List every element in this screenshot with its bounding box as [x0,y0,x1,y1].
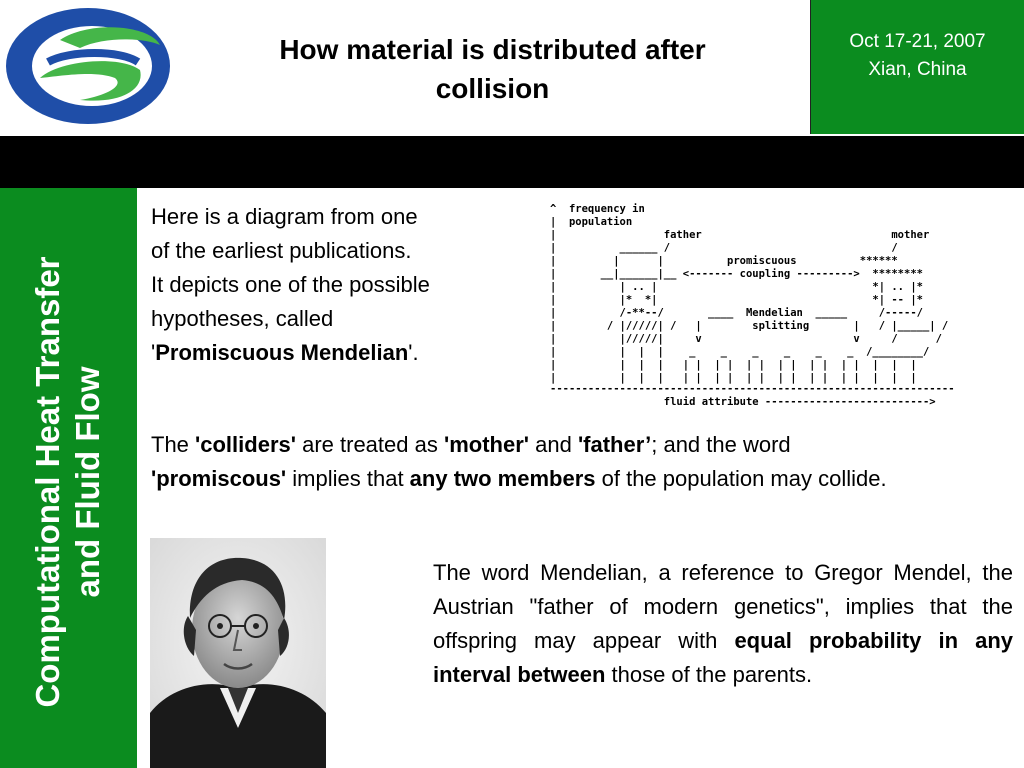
mendelian-text-1: The word Mendelian, a reference to Gregor Mendel, the Austrian "father of modern genetics", implies that the offspring may appear with [433,560,1013,653]
colliders-text-5: implies that [286,466,410,491]
intro-line-2: of the earliest publications. [151,238,412,263]
intro-paragraph [151,200,526,370]
quote-open: ' [151,340,156,365]
gregor-mendel-portrait [150,538,326,768]
diagram-row-4: | ______ / / [550,242,898,254]
diagram-row-10: | / |/////| / | splitting | / |_____| / [550,320,949,332]
conference-logo [0,0,185,134]
mother-term: 'mother' [443,432,529,457]
mendelian-explanation-paragraph [433,556,1013,692]
colliders-text-3: and [529,432,578,457]
conference-location: Xian, China [868,59,967,80]
course-title-vertical [28,202,108,762]
diagram-row-16: fluid attribute --------------------------> [550,396,936,408]
intro-line-1: Here is a diagram from one [151,204,418,229]
mendelian-text-2: those of the parents. [605,662,813,687]
diagram-row-2: | population [550,216,633,228]
diagram-row-11: | |/////| v v / / [550,333,942,345]
diagram-row-5: | | | promiscuous ****** [550,255,898,267]
conference-date: Oct 17-21, 2007 [849,31,986,52]
diagram-row-14: | | | | | | | | | | | | | | | | | | | [550,372,917,384]
quote-close: '. [408,340,419,365]
diagram-row-12: | | | | _ _ _ _ _ _ /________/ [550,346,930,358]
colliders-text-2: are treated as [295,432,444,457]
equal-probability-term: equal probability in any interval between [433,628,1013,687]
diagram-row-6: | __|______|__ <------- coupling ---------> ******** [550,268,923,280]
father-term: 'father’ [577,432,652,457]
diagram-row-1: ^ frequency in [550,203,645,215]
intro-line-3: It depicts one of the possible [151,272,430,297]
diagram-row-15: ---------------------------------------------------------------- [550,383,955,395]
diagram-row-13: | | | | | | | | | | | | | | | | | | | [550,359,917,371]
colliders-text-6: of the population may collide. [595,466,887,491]
course-title-line-2: and Fluid Flow [69,366,106,598]
colliders-paragraph [151,428,1016,496]
colliders-text-1: The [151,432,196,457]
promiscuous-mendelian-diagram [550,200,1010,410]
date-location-box [810,0,1024,134]
hypothesis-name: Promiscuous Mendelian [155,340,409,365]
colliders-text-4: ; and the word [651,432,791,457]
title-line-2: collision [435,73,550,104]
slide-title [195,30,790,108]
colliders-term: 'colliders' [195,432,296,457]
title-line-1: How material is distributed after [279,34,706,65]
intro-line-4: hypotheses, called [151,306,334,331]
diagram-row-8: | |* *| *| -- |* [550,294,923,306]
promiscous-term: 'promiscous' [151,466,287,491]
any-two-members-term: any two members [409,466,596,491]
diagram-row-3: | father mother [550,229,930,241]
diagram-row-7: | | .. | *| .. |* [550,281,923,293]
diagram-row-9: | /-**--/ ____ Mendelian _____ /-----/ [550,307,923,319]
header-divider-band [0,136,1024,188]
course-title-line-1: Computational Heat Transfer [29,256,66,708]
